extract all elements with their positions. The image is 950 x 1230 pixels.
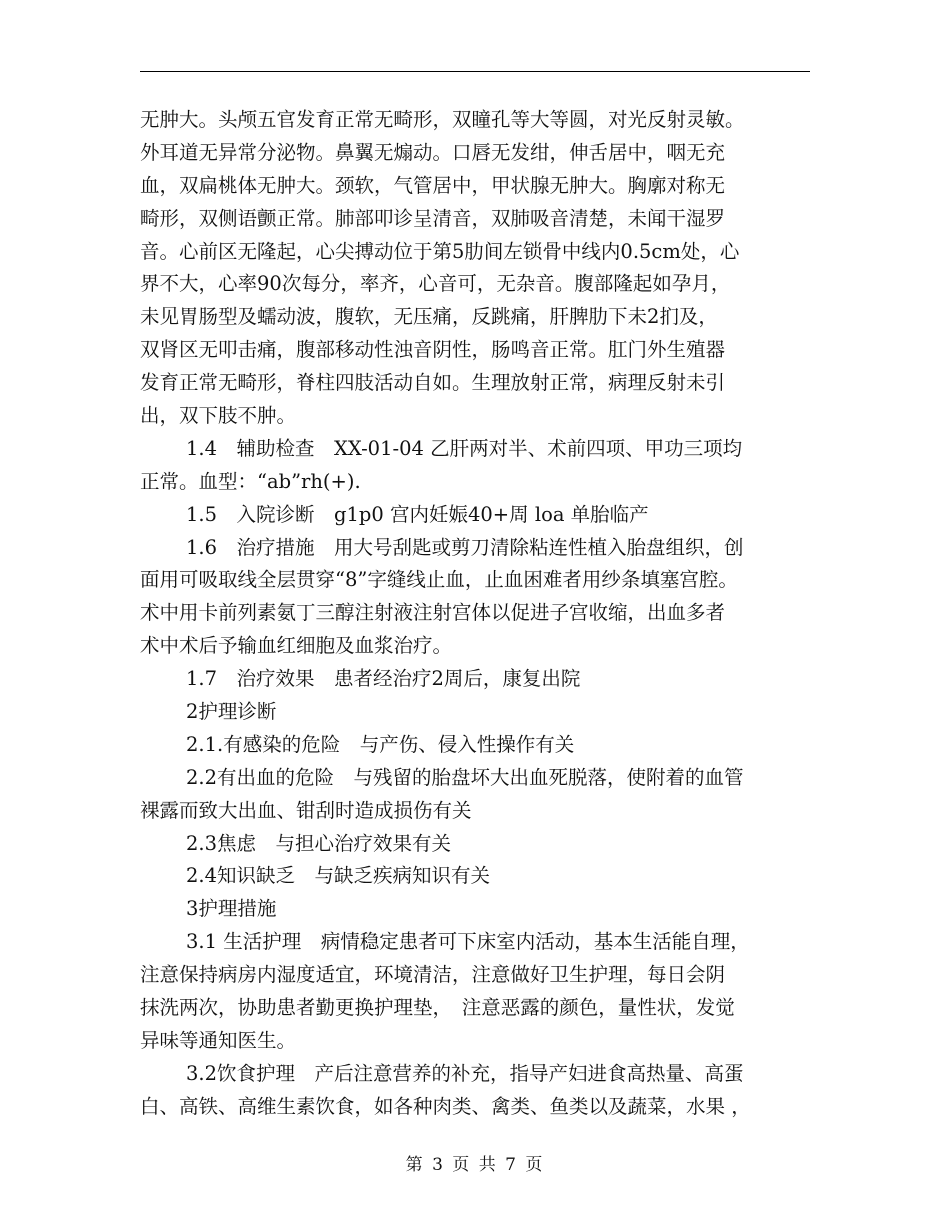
text-line: 异味等通知医生。 (140, 1028, 297, 1052)
text-line: 发育正常无畸形，脊柱四肢活动自如。生理放射正常，病理反射未引 (140, 371, 726, 395)
text-line: 术中用卡前列素氨丁三醇注射液注射宫体以促进子宫收缩，出血多者 (140, 601, 726, 625)
text-line: 血，双扁桃体无肿大。颈软，气管居中，甲状腺无肿大。胸廓对称无 (140, 173, 726, 197)
text-line: 音。心前区无隆起，心尖搏动位于第5肋间左锁骨中线内0.5cm处，心 (140, 239, 740, 263)
section-heading-3-1: 3.1 生活护理 病情稳定患者可下床室内活动，基本生活能自理， (186, 930, 750, 954)
text-line: 抹洗两次，协助患者勤更换护理垫， 注意恶露的颜色，量性状，发觉 (140, 996, 735, 1020)
section-heading-2-1: 2.1.有感染的危险 与产伤、侵入性操作有关 (186, 732, 575, 756)
section-heading-2-2: 2.2有出血的危险 与残留的胎盘坏大出血死脱落，使附着的血管 (186, 765, 744, 789)
text-line: 畸形，双侧语颤正常。肺部叩诊呈清音，双肺吸音清楚，未闻干湿罗 (140, 206, 726, 230)
text-line: 裸露而致大出血、钳刮时造成损伤有关 (140, 798, 472, 822)
section-heading-3-2: 3.2饮食护理 产后注意营养的补充，指导产妇进食高热量、高蛋 (186, 1061, 744, 1085)
text-line: 出，双下肢不肿。 (140, 404, 297, 428)
section-heading-1-7: 1.7 治疗效果 患者经治疗2周后，康复出院 (186, 667, 581, 691)
document-body (140, 104, 825, 1124)
text-line: 双肾区无叩击痛，腹部移动性浊音阴性，肠鸣音正常。肛门外生殖器 (140, 338, 726, 362)
text-line: 面用可吸取线全层贯穿“8”字缝线止血，止血困难者用纱条填塞宫腔。 (140, 568, 738, 592)
text-line: 未见胃肠型及蠕动波，腹软，无压痛，反跳痛，肝脾肋下未2扪及， (140, 305, 718, 329)
section-heading-2-3: 2.3焦虑 与担心治疗效果有关 (186, 831, 452, 855)
section-heading-1-4: 1.4 辅助检查 XX-01-04 乙肝两对半、术前四项、甲功三项均 (186, 436, 743, 460)
text-line: 注意保持病房内湿度适宜，环境清洁，注意做好卫生护理，每日会阴 (140, 963, 726, 987)
text-line: 界不大，心率90次每分，率齐，心音可，无杂音。腹部隆起如孕月， (140, 272, 731, 296)
header-rule (140, 71, 810, 72)
page-number-footer: 第 3 页 共 7 页 (405, 1155, 545, 1175)
section-heading-1-6: 1.6 治疗措施 用大号刮匙或剪刀清除粘连性植入胎盘组织，创 (186, 535, 744, 559)
text-line: 白、高铁、高维生素饮食，如各种肉类、禽类、鱼类以及蔬菜，水果 ， (140, 1094, 751, 1118)
text-line: 外耳道无异常分泌物。鼻翼无煽动。口唇无发绀，伸舌居中，咽无充 (140, 140, 726, 164)
text-line: 术中术后予输血红细胞及血浆治疗。 (140, 634, 453, 658)
section-heading-1-5: 1.5 入院诊断 g1p0 宫内妊娠40+周 loa 单胎临产 (186, 502, 649, 526)
section-heading-3: 3护理措施 (186, 897, 277, 921)
section-heading-2-4: 2.4知识缺乏 与缺乏疾病知识有关 (186, 864, 491, 888)
text-line: 正常。血型：“ab”rh(+). (140, 469, 361, 493)
text-line: 无肿大。头颅五官发育正常无畸形，双瞳孔等大等圆，对光反射灵敏。 (140, 108, 745, 131)
section-heading-2: 2护理诊断 (186, 700, 277, 724)
